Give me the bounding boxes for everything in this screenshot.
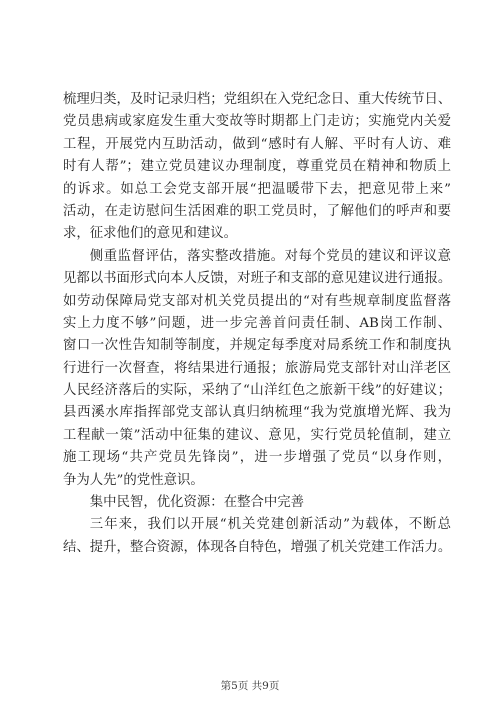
text-line: 梳理归类，及时记录归档；党组织在入党纪念日、重大传统节日、 [63, 92, 451, 107]
text-line: 党员患病或家庭发生重大变故等时期都上门走访；实施党内关爱 [63, 114, 451, 130]
text-line: 窗口一次性告知制等制度，并规定每季度对局系统工作和制度执 [63, 338, 451, 354]
text-line: 行进行一次督查，将结果进行通报；旅游局党支部针对山洋老区 [63, 360, 451, 376]
text-line: 如劳动保障局党支部对机关党员提出的“对有些规章制度监督落 [63, 293, 451, 309]
text-line: 三年来，我们以开展“机关党建创新活动”为载体，不断总 [89, 517, 451, 533]
text-line: 活动，在走访慰问生活困难的职工党员时，了解他们的呼声和要 [63, 203, 451, 219]
text-line: 工程，开展党内互助活动，做到“感时有人解、平时有人访、难 [63, 136, 451, 152]
text-line: 的诉求。如总工会党支部开展“把温暖带下去，把意见带上来” [63, 181, 451, 197]
page-footer: 第5页 共9页 [220, 680, 280, 692]
text-line: 见都以书面形式向本人反馈，对班子和支部的意见建议进行通报。 [63, 271, 451, 287]
text-line: 侧重监督评估，落实整改措施。对每个党员的建议和评议意 [89, 248, 451, 264]
text-line: 实上力度不够”问题，进一步完善首问责任制、AB岗工作制、 [63, 315, 451, 331]
text-line: 争为人先”的党性意识。 [63, 472, 204, 488]
text-line: 集中民智，优化资源：在整合中完善 [89, 495, 305, 511]
text-line: 时有人帮”；建立党员建议办理制度，尊重党员在精神和物质上 [63, 159, 451, 175]
text-line: 施工现场“共产党员先锋岗”，进一步增强了党员“以身作则， [63, 450, 451, 466]
text-line: 工程献一策”活动中征集的建议、意见，实行党员轮值制，建立 [63, 427, 451, 443]
text-line: 人民经济落后的实际，采纳了“山洋红色之旅新干线”的好建议； [63, 383, 451, 399]
body-text [63, 89, 451, 559]
text-line: 县西溪水库指挥部党支部认真归纳梳理“我为党旗增光辉、我为 [63, 405, 451, 421]
text-line: 求，征求他们的意见和建议。 [63, 226, 238, 242]
text-line: 结、提升，整合资源，体现各自特色，增强了机关党建工作活力。 [63, 539, 451, 555]
